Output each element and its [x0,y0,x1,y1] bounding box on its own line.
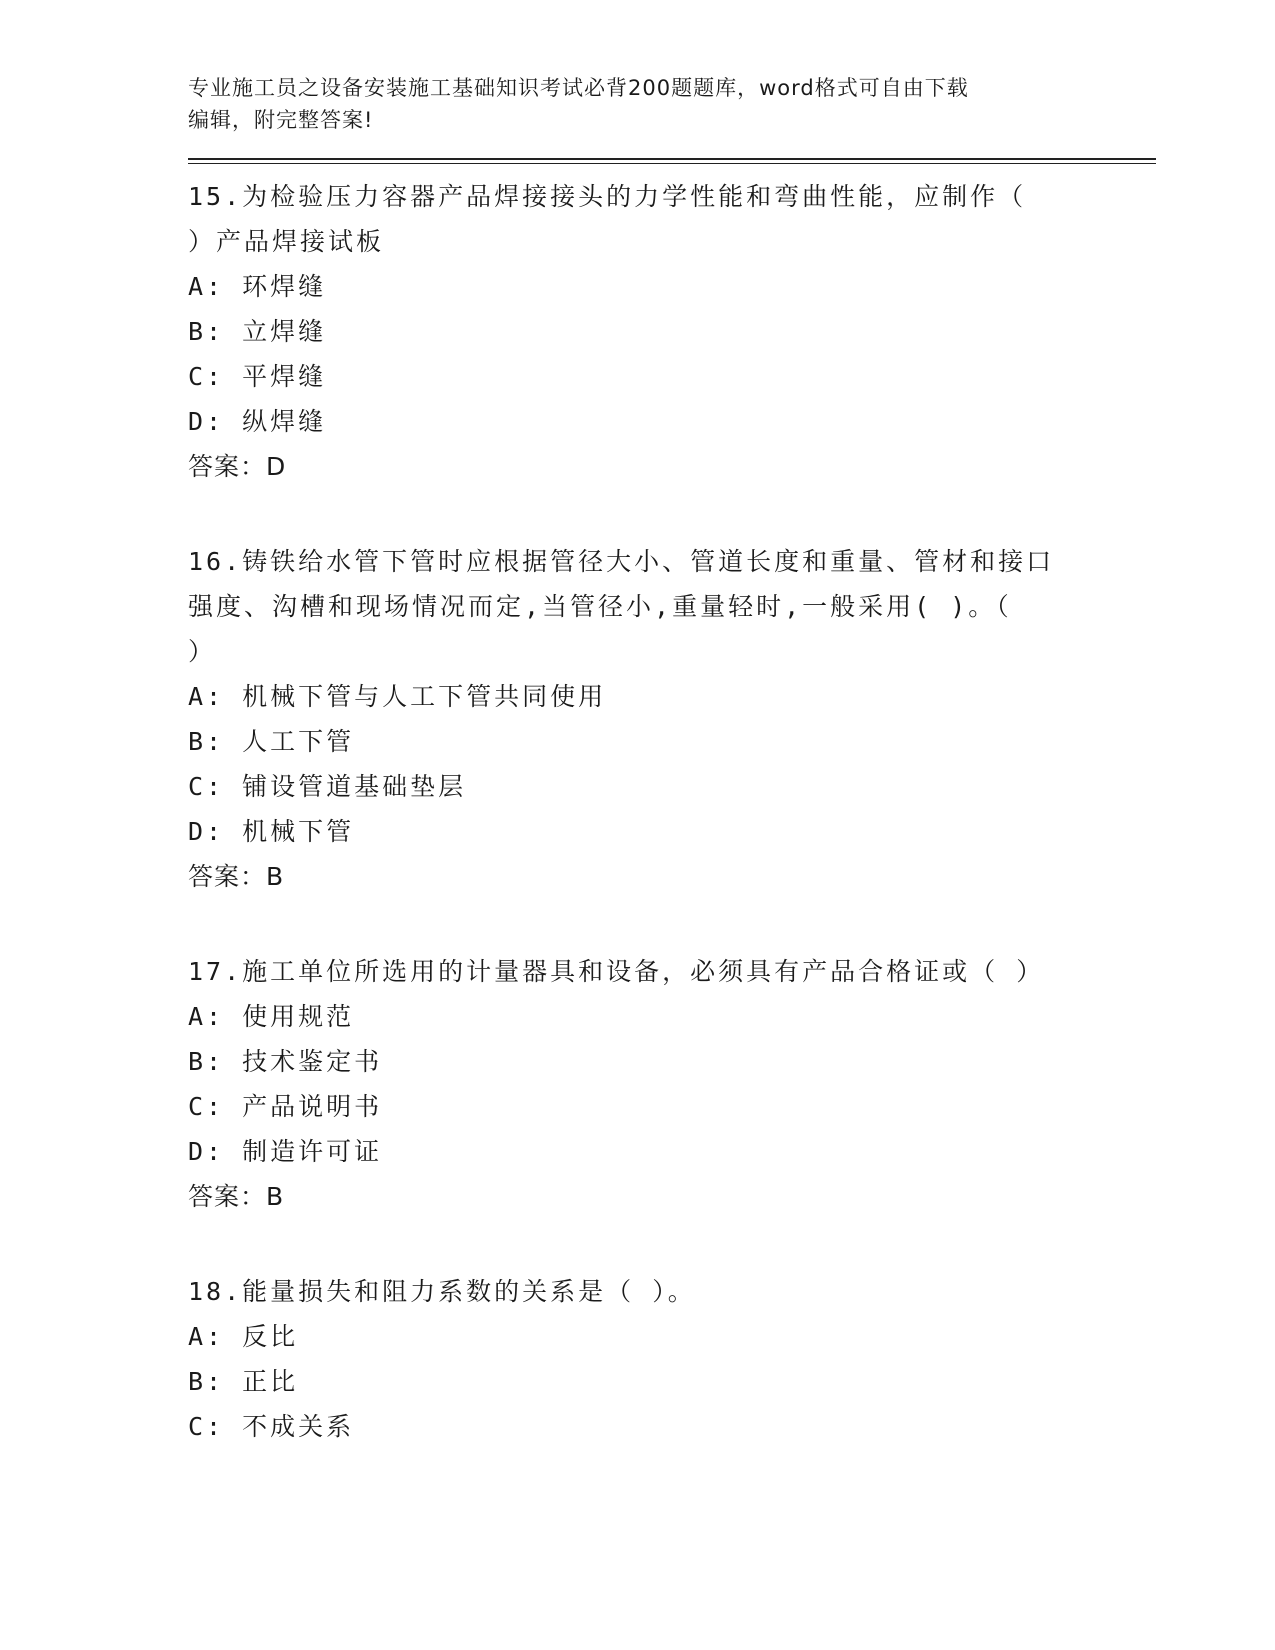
question-16 [188,539,1158,899]
option-c: C: 铺设管道基础垫层 [188,772,467,801]
answer-line: 答案：B [188,862,285,891]
option-b: B: 正比 [188,1367,299,1396]
option-a: A: 使用规范 [188,1002,355,1031]
option-c: C: 不成关系 [188,1412,355,1441]
question-15 [188,174,1158,489]
question-text-line: 17.施工单位所选用的计量器具和设备，必须具有产品合格证或（ ） [188,957,1045,986]
option-c: C: 产品说明书 [188,1092,383,1121]
question-17 [188,949,1158,1219]
question-18 [188,1269,1158,1449]
question-text-line: ）产品焊接试板 [188,227,385,256]
option-d: D: 机械下管 [188,817,355,846]
option-d: D: 纵焊缝 [188,407,327,436]
option-b: B: 人工下管 [188,727,355,756]
question-text-line: 16.铸铁给水管下管时应根据管径大小、管道长度和重量、管材和接口 [188,547,1055,576]
option-a: A: 环焊缝 [188,272,327,301]
document-title-line-1: 专业施工员之设备安装施工基础知识考试必背200题题库，word格式可自由下载 [188,76,969,100]
document-page [188,72,1158,1449]
option-a: A: 机械下管与人工下管共同使用 [188,682,607,711]
option-c: C: 平焊缝 [188,362,327,391]
answer-line: 答案：D [188,452,287,481]
document-title-line-2: 编辑，附完整答案! [188,108,374,132]
option-a: A: 反比 [188,1322,299,1351]
option-b: B: 立焊缝 [188,317,327,346]
question-text-line: ） [188,637,217,666]
option-b: B: 技术鉴定书 [188,1047,383,1076]
question-text-line: 18.能量损失和阻力系数的关系是（ ）。 [188,1277,696,1306]
option-d: D: 制造许可证 [188,1137,383,1166]
question-text-line: 强度、沟槽和现场情况而定,当管径小,重量轻时,一般采用( )。（ [188,592,1012,621]
answer-line: 答案：B [188,1182,285,1211]
question-text-line: 15.为检验压力容器产品焊接接头的力学性能和弯曲性能，应制作（ [188,182,1027,211]
